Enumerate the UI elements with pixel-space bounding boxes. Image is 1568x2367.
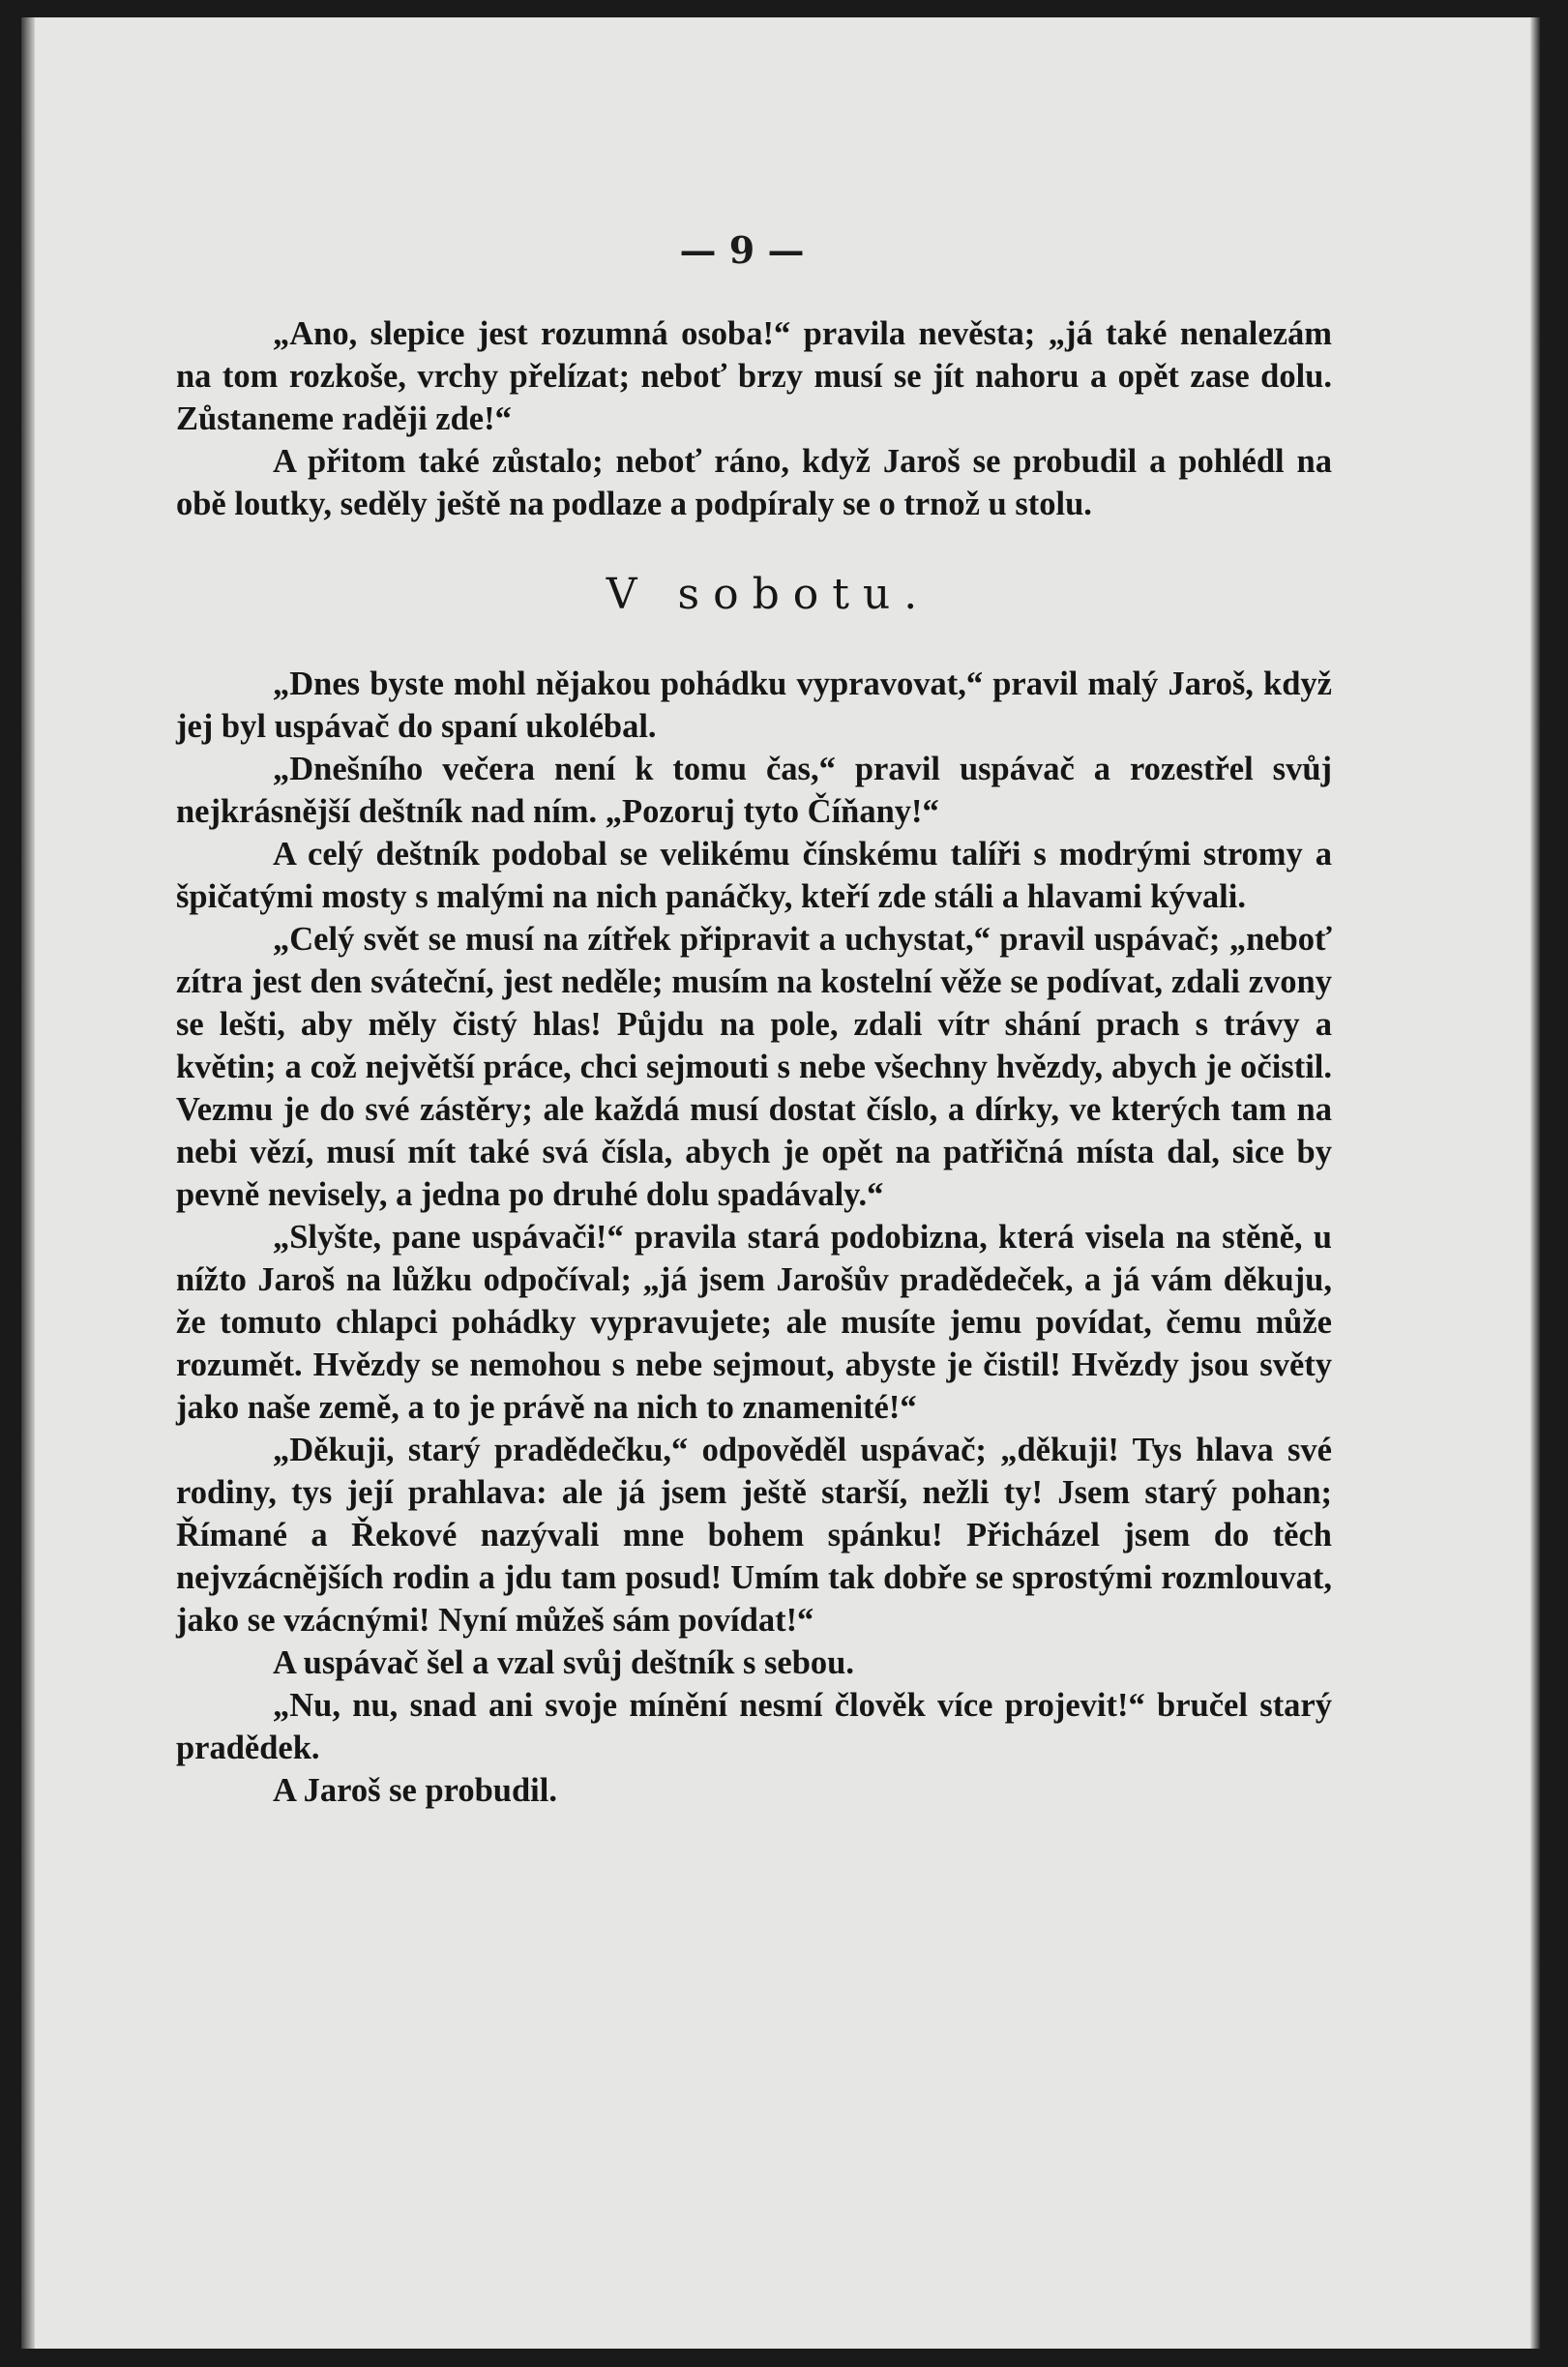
- paragraph: A přitom také zůstalo; neboť ráno, když Jaroš se probudil a pohlédl na obě loutky, seděly ještě na podlaze a podpíraly se o trnož u stolu.: [176, 443, 1332, 522]
- paragraph: „Nu, nu, snad ani svoje mínění nesmí člověk více projevit!“ bručel starý pradědek.: [176, 1687, 1332, 1766]
- page-number: — 9 —: [679, 228, 805, 272]
- paragraph: A celý deštník podobal se velikému čínskému talíři s modrými stromy a špičatými mosty s malými na nich panáčky, kteří zde stáli a hlavami kývali.: [176, 836, 1332, 915]
- paragraph: „Celý svět se musí na zítřek připravit a uchystat,“ pravil uspávač; „neboť zítra jest den sváteční, jest neděle; musím na kostelní věže se podívat, zdali zvony se lešti, aby měly čistý hlas! Půjdu na pole, zdali vítr shání prach s trávy a květin; a což největší práce, chci sejmouti s nebe všechny hvězdy, abych je očistil. Vezmu je do své zástěry; ale každá musí dostat číslo, a dírky, ve kterých tam na nebi vězí, musí mít také svá čísla, abych je opět na patřičná místa dal, sice by pevně nevisely, a jedna po druhé dolu spadávaly.“: [176, 921, 1332, 1213]
- paragraph: „Dnes byste mohl nějakou pohádku vypravovat,“ pravil malý Jaroš, když jej byl uspávač do spaní ukolébal.: [176, 666, 1332, 745]
- chapter-heading: V sobotu.: [606, 570, 932, 619]
- paragraph: A uspávač šel a vzal svůj deštník s sebou.: [273, 1644, 854, 1681]
- paragraph: „Dnešního večera není k tomu čas,“ pravil uspávač a rozestřel svůj nejkrásnější deštník nad ním. „Pozoruj tyto Číňany!“: [176, 751, 1332, 830]
- body-text: [176, 312, 1332, 1812]
- book-page: [21, 17, 1540, 2349]
- paragraph: „Ano, slepice jest rozumná osoba!“ pravila nevěsta; „já také nenalezám na tom rozkoše, vrchy přelízat; neboť brzy musí se jít nahoru a opět zase dolu. Zůstaneme raději zde!“: [176, 315, 1332, 437]
- paragraph: „Děkuji, starý pradědečku,“ odpověděl uspávač; „děkuji! Tys hlava své rodiny, tys její prahlava: ale já jsem ještě starší, nežli ty! Jsem starý pohan; Římané a Řekové nazývali mne bohem spánku! Přicházel jsem do těch nejvzácnějších rodin a jdu tam posud! Umím tak dobře se sprostými rozmlouvat, jako se vzácnými! Nyní můžeš sám povídat!“: [176, 1432, 1332, 1639]
- page-right-edge: [1530, 17, 1540, 2349]
- paragraph: „Slyšte, pane uspávači!“ pravila stará podobizna, která visela na stěně, u nížto Jaroš na lůžku odpočíval; „já jsem Jarošův pradědeček, a já vám děkuju, že tomuto chlapci pohádky vypravujete; ale musíte jemu povídat, čemu může rozumět. Hvězdy se nemohou s nebe sejmout, abyste je čistil! Hvězdy jsou světy jako naše země, a to je právě na nich to znamenité!“: [176, 1219, 1332, 1426]
- page-left-edge: [21, 17, 35, 2349]
- paragraph: A Jaroš se probudil.: [273, 1772, 557, 1809]
